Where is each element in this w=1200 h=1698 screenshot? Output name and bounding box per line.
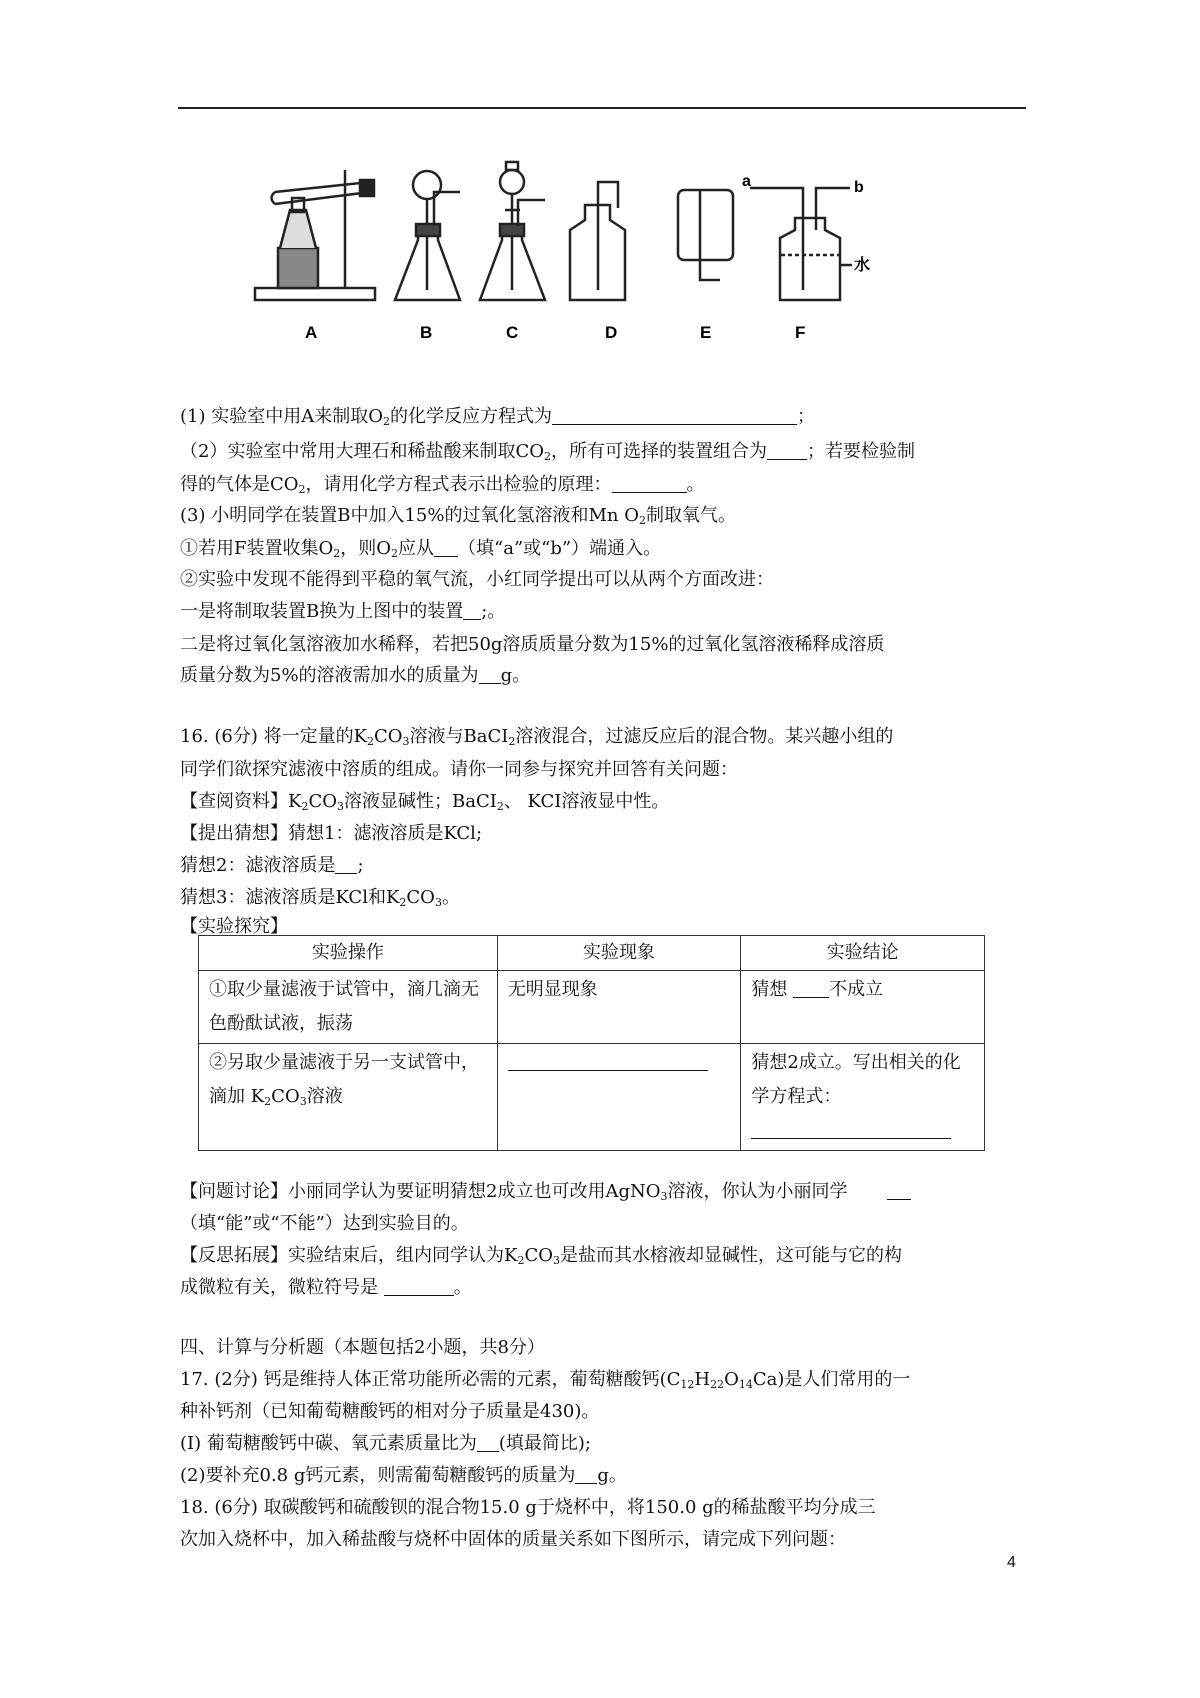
table-row — [199, 1044, 985, 1151]
apparatus-figure — [250, 160, 970, 360]
answer-blank[interactable] — [793, 979, 829, 998]
row2-operation: ②另取少量滤液于另一支试管中，滴加 $K_2CO_3$溶液 — [199, 1044, 498, 1151]
f-tube-b-label: b — [854, 179, 864, 196]
fig-label-b: B — [420, 323, 433, 342]
apparatus-d — [570, 182, 625, 300]
q16-experiment-heading: 【实验探究】 — [180, 916, 288, 937]
page-number: 4 — [1007, 1554, 1016, 1571]
q16-discussion-line1: 【问题讨论】小丽同学认为要证明猜想2成立也可改用AgNO$_3$溶液，你认为小丽同学 — [180, 1180, 911, 1204]
apparatus-b — [395, 171, 460, 300]
answer-blank[interactable] — [612, 474, 687, 493]
fig-label-d: D — [605, 323, 618, 342]
q16-guess2: 猜想2：滤液溶质是 ; — [180, 855, 364, 876]
answer-blank[interactable] — [463, 601, 481, 620]
q18-line2: 次加入烧杯中，加入稀盐酸与烧杯中固体的质量关系如下图所示，请完成下列问题： — [180, 1529, 846, 1550]
q17-part1: (I) 葡萄糖酸钙中碳、氧元素质量比为 (填最简比); — [180, 1433, 591, 1454]
q16-reflection-line2: 成微粒有关，微粒符号是 。 — [180, 1277, 472, 1298]
f-tube-a-label: a — [742, 173, 751, 190]
q15-part3-sub2-c: 质量分数为5%的溶液需加水的质量为 g。 — [180, 665, 531, 686]
fig-label-a: A — [305, 323, 318, 342]
row1-operation: ①取少量滤液于试管中，滴几滴无色酚酞试液，振荡 — [199, 971, 498, 1044]
q15-part3-sub1: ①若用F装置收集$O_2$，则$O_2$应从 （填“a”或“b”）端通入。 — [180, 538, 662, 560]
q15-part1: (1) 实验室中用A来制取$O_2$的化学反应方程式为 ； — [180, 406, 815, 428]
fig-label-e: E — [700, 323, 712, 342]
row2-conclusion: 猜想2成立。写出相关的化学方程式： — [741, 1044, 985, 1151]
q16-guess3: 猜想3：滤液溶质是KCl和$K_2CO_3$。 — [180, 887, 460, 909]
q15-part3-sub2: ②实验中发现不能得到平稳的氧气流，小红同学提出可以从两个方面改进： — [180, 569, 774, 590]
answer-blank[interactable] — [751, 1120, 951, 1139]
q15-part3: (3) 小明同学在装置B中加入15%的过氧化氢溶液和Mn $O_2$制取氧气。 — [180, 505, 736, 527]
fig-label-f: F — [795, 323, 806, 342]
q17-line2: 种补钙剂（已知葡萄糖酸钙的相对分子质量是430)。 — [180, 1401, 600, 1422]
row1-phenomenon: 无明显现象 — [497, 971, 741, 1044]
q16-discussion-line2: （填“能”或“不能”）达到实验目的。 — [180, 1213, 469, 1234]
apparatus-c — [480, 162, 545, 300]
header-conclusion: 实验结论 — [741, 936, 985, 971]
q16-reference: 【查阅资料】$K_2CO_3$溶液显碱性；BaCI$_2$、 KCI溶液显中性。 — [180, 791, 670, 813]
header-operation: 实验操作 — [199, 936, 498, 971]
row2-phenomenon — [497, 1044, 741, 1151]
q15-part3-sub2-b: 二是将过氧化氢溶液加水稀释，若把50g溶质质量分数为15%的过氧化氢溶液稀释成溶质 — [180, 634, 885, 655]
apparatus-a — [255, 170, 375, 300]
q16-line2: 同学们欲探究滤液中溶质的组成。请你一同参与探究并回答有关问题： — [180, 759, 738, 780]
q18-line1: 18. (6分) 取碳酸钙和硫酸钡的混合物15.0 g于烧杯中，将150.0 g的稀盐酸平均分成三 — [180, 1497, 876, 1518]
section-heading: 四、计算与分析题（本题包括2小题，共8分） — [180, 1337, 545, 1358]
answer-blank[interactable] — [384, 1277, 454, 1296]
apparatus-e — [678, 190, 733, 280]
answer-blank[interactable] — [434, 538, 458, 557]
table-row — [199, 971, 985, 1044]
q16-guess1: 【提出猜想】猜想1：滤液溶质是KCl; — [180, 823, 483, 844]
q15-part2-line2: 得的气体是$CO_2$，请用化学方程式表示出检验的原理： 。 — [180, 474, 705, 496]
q16-reflection-line1: 【反思拓展】实验结束后，组内同学认为$K_2CO_3$是盐而其水榕液却显碱性，这可能与它的构 — [180, 1245, 902, 1267]
f-water-label: 水 — [854, 257, 871, 274]
answer-blank[interactable] — [767, 441, 807, 460]
answer-blank[interactable] — [887, 1181, 911, 1200]
answer-blank[interactable] — [335, 855, 357, 874]
q17-part2: (2)要补充0.8 g钙元素，则需葡萄糖酸钙的质量为 g。 — [180, 1465, 627, 1486]
header-rule — [178, 107, 1026, 109]
fig-label-c: C — [506, 323, 519, 342]
answer-blank[interactable] — [508, 1052, 708, 1071]
header-phenomenon: 实验现象 — [497, 936, 741, 971]
table-header-row — [199, 936, 985, 971]
apparatus-f — [750, 188, 852, 300]
q15-part3-sub2-a: 一是将制取装置B换为上图中的装置 ;。 — [180, 601, 506, 622]
answer-blank[interactable] — [479, 665, 501, 684]
q15-part2-line1: （2）实验室中常用大理石和稀盐酸来制取$CO_2$，所有可选择的装置组合为 ；若要检验制 — [180, 441, 915, 463]
answer-blank[interactable] — [552, 406, 797, 425]
experiment-table — [198, 935, 985, 1151]
row1-conclusion: 猜想 不成立 — [741, 971, 985, 1044]
q16-line1: 16. (6分) 将一定量的$K_2CO_3$溶液与BaCI$_2$溶液混合，过滤反应后的混合物。某兴趣小组的 — [180, 726, 894, 748]
q17-line1: 17. (2分) 钙是维持人体正常功能所必需的元素，葡萄糖酸钙$(C_{12}H_{22}O_{14}Ca)$是人们常用的一 — [180, 1369, 911, 1391]
answer-blank[interactable] — [477, 1433, 499, 1452]
answer-blank[interactable] — [575, 1465, 597, 1484]
